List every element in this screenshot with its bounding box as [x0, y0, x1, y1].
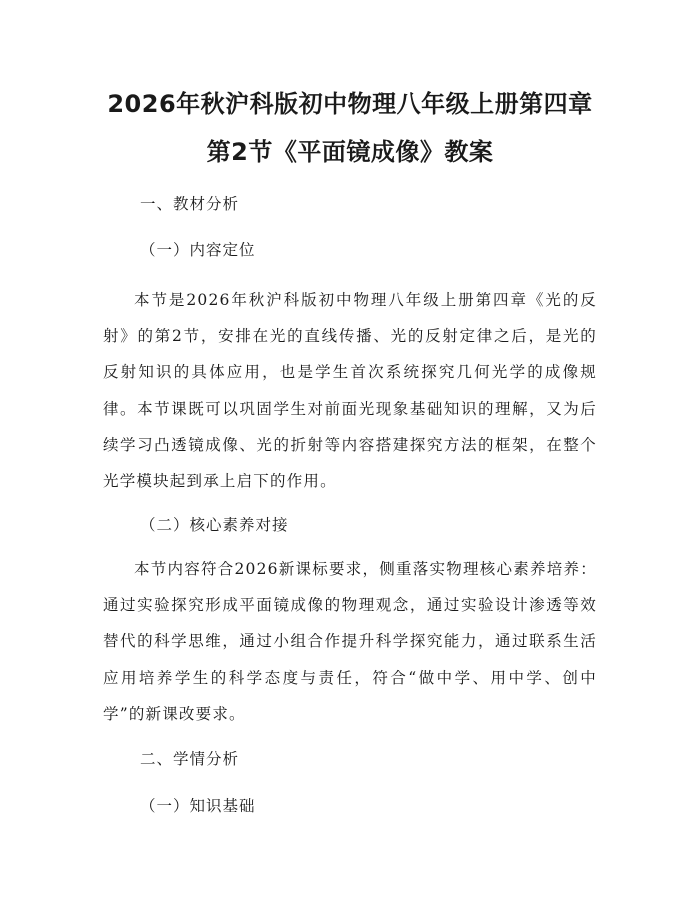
document-title-line1: 2026年秋沪科版初中物理八年级上册第四章: [107, 90, 593, 118]
section-heading-learner-analysis: 二、学情分析: [140, 750, 240, 768]
document-title-line2: 第2节《平面镜成像》教案: [206, 138, 494, 166]
subsection-heading-core-literacy: （二）核心素养对接: [140, 516, 289, 534]
paragraph-core-literacy: 本节内容符合2026新课标要求，侧重落实物理核心素养培养：通过实验探究形成平面镜成像的物理观念，通过实验设计渗透等效替代的科学思维，通过小组合作提升科学探究能力，通过联系生活应用培养学生的科学态度与责任，符合“做中学、用中学、创中学”的新课改要求。: [103, 560, 597, 723]
subsection-heading-knowledge-foundation: （一）知识基础: [140, 797, 256, 815]
paragraph-content-positioning: 本节是2026年秋沪科版初中物理八年级上册第四章《光的反射》的第2节，安排在光的直线传播、光的反射定律之后，是光的反射知识的具体应用，也是学生首次系统探究几何光学的成像规律。本节课既可以巩固学生对前面光现象基础知识的理解，又为后续学习凸透镜成像、光的折射等内容搭建探究方法的框架，在整个光学模块起到承上启下的作用。: [103, 291, 597, 491]
section-heading-teaching-material-analysis: 一、教材分析: [140, 195, 240, 213]
subsection-heading-content-positioning: （一）内容定位: [140, 241, 256, 259]
